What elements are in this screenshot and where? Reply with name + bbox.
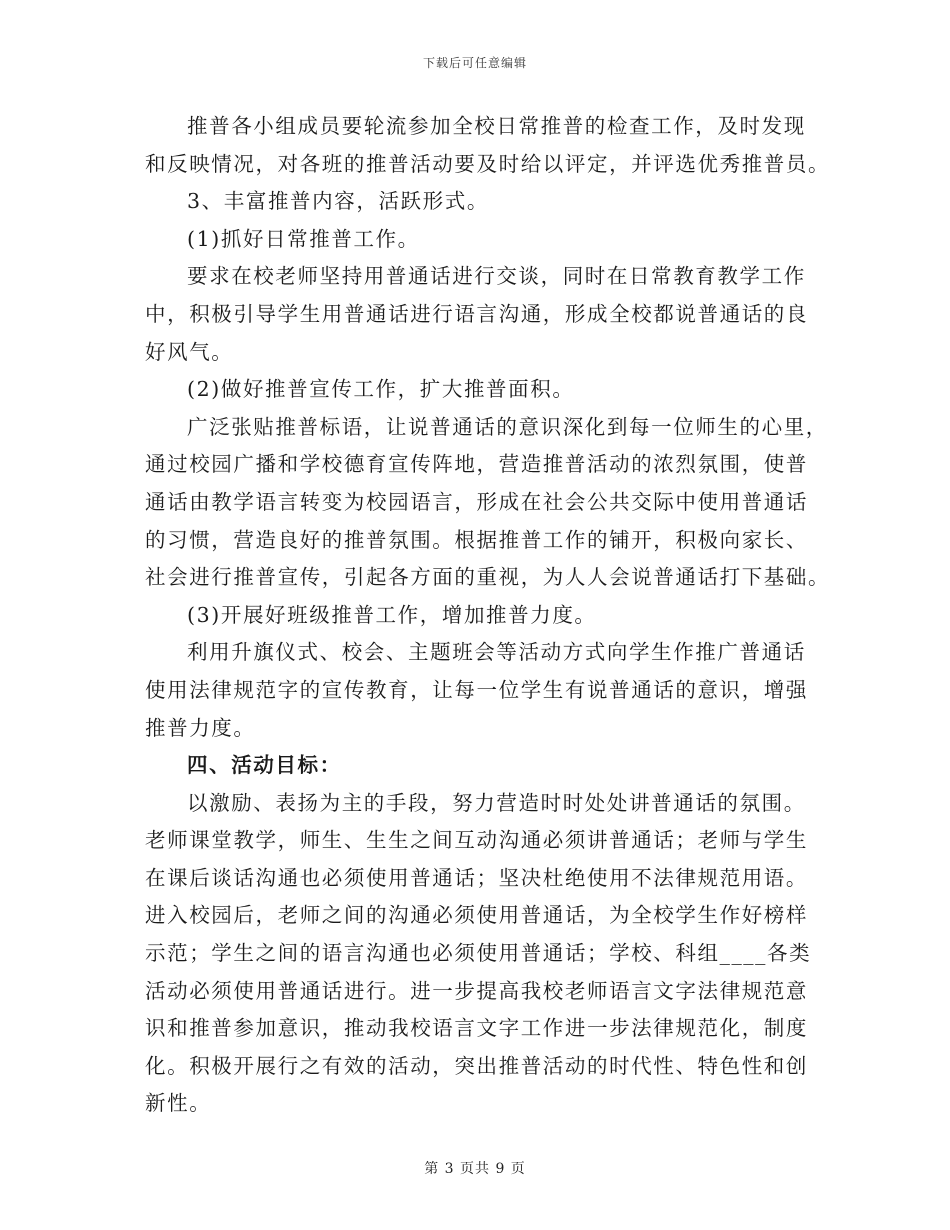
body-text-line: 以激励、表扬为主的手段，努力营造时时处处讲普通话的氛围。: [187, 790, 806, 815]
body-text-line: 的习惯，营造良好的推普氛围。根据推普工作的铺开，积极向家长、: [145, 527, 808, 552]
document-body: [145, 108, 831, 1123]
body-text-line: 通话由教学语言转变为校园语言，形成在社会公共交际中使用普通话: [145, 489, 808, 514]
body-text-line: 和反映情况，对各班的推普活动要及时给以评定，并评选优秀推普员。: [145, 151, 831, 176]
body-text-line: 好风气。: [145, 339, 234, 364]
body-text-line: (3)开展好班级推普工作，增加推普力度。: [187, 602, 597, 627]
body-text-line: 通过校园广播和学校德育宣传阵地，营造推普活动的浓烈氛围，使普: [145, 452, 808, 477]
page-header: 下载后可任意编辑: [422, 56, 527, 70]
body-text-line: 老师课堂教学，师生、生生之间互动沟通必须讲普通话；老师与学生: [145, 828, 808, 853]
body-text-line: 化。积极开展行之有效的活动，突出推普活动的时代性、特色性和创: [145, 1053, 808, 1078]
section-heading: 四、活动目标：: [187, 753, 342, 778]
body-text-line: 广泛张贴推普标语，让说普通话的意识深化到每一位师生的心里，: [187, 414, 828, 439]
body-text-line: 推普力度。: [145, 715, 256, 740]
body-text-line: 识和推普参加意识，推动我校语言文字工作进一步法律规范化，制度: [145, 1016, 808, 1041]
body-text-line: (2)做好推普宣传工作，扩大推普面积。: [187, 377, 575, 402]
body-text-line: 推普各小组成员要轮流参加全校日常推普的检查工作，及时发现: [187, 114, 806, 138]
body-text-line: 中，积极引导学生用普通话进行语言沟通，形成全校都说普通话的良: [145, 301, 808, 326]
body-text-line: 示范；学生之间的语言沟通也必须使用普通话；学校、科组____各类: [145, 941, 812, 966]
body-text-line: 3、丰富推普内容，活跃形式。: [187, 189, 489, 214]
body-text-line: 在课后谈话沟通也必须使用普通话；坚决杜绝使用不法律规范用语。: [145, 865, 808, 890]
body-text-line: 利用升旗仪式、校会、主题班会等活动方式向学生作推广普通话: [187, 640, 806, 665]
body-text-line: 活动必须使用普通话进行。进一步提高我校老师语言文字法律规范意: [145, 978, 808, 1003]
page-footer: 第 3 页共 9 页: [424, 1161, 526, 1177]
body-text-line: 要求在校老师坚持用普通话进行交谈，同时在日常教育教学工作: [187, 264, 806, 289]
body-text-line: 进入校园后，老师之间的沟通必须使用普通话，为全校学生作好榜样: [145, 903, 808, 928]
body-text-line: 使用法律规范字的宣传教育，让每一位学生有说普通话的意识，增强: [145, 677, 808, 702]
body-text-line: 新性。: [145, 1091, 212, 1116]
body-text-line: 社会进行推普宣传，引起各方面的重视，为人人会说普通话打下基础。: [145, 565, 831, 590]
body-text-line: (1)抓好日常推普工作。: [187, 226, 420, 251]
